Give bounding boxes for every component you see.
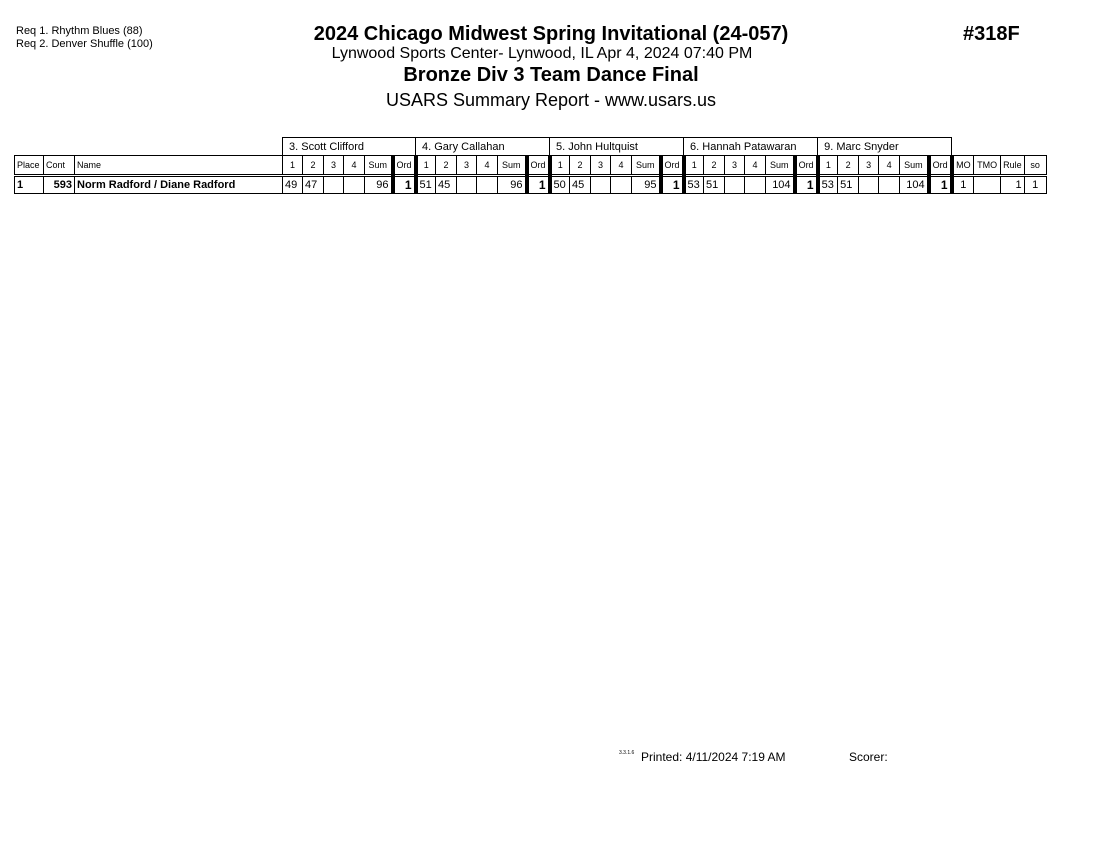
col-j2-sum: Sum <box>498 156 527 176</box>
col-j5-sum: Sum <box>900 156 929 176</box>
j5-score-1: 53 <box>818 176 838 194</box>
j3-score-3 <box>591 176 611 194</box>
col-j2-2: 2 <box>436 156 457 176</box>
j1-score-4 <box>344 176 365 194</box>
col-j2-4: 4 <box>477 156 498 176</box>
col-cont: Cont <box>44 156 75 176</box>
requirement-2: Req 2. Denver Shuffle (100) <box>16 38 153 50</box>
j3-sum: 95 <box>632 176 661 194</box>
column-header-row <box>15 156 1047 176</box>
col-j4-1: 1 <box>684 156 704 176</box>
j3-ord: 1 <box>661 176 684 194</box>
judge-name-1: 3. Scott Clifford <box>283 138 416 156</box>
judge-name-2: 4. Gary Callahan <box>416 138 550 156</box>
scorer-label: Scorer: <box>849 750 888 764</box>
col-j1-4: 4 <box>344 156 365 176</box>
judge-name-4: 6. Hannah Patawaran <box>684 138 818 156</box>
col-j5-2: 2 <box>838 156 859 176</box>
col-j3-1: 1 <box>550 156 570 176</box>
col-j4-sum: Sum <box>766 156 795 176</box>
competition-title: 2024 Chicago Midwest Spring Invitational (24-057) <box>313 23 789 45</box>
judge-name-5: 9. Marc Snyder <box>818 138 952 156</box>
col-name: Name <box>75 156 283 176</box>
venue-line: Lynwood Sports Center- Lynwood, IL Apr 4, 2024 07:40 PM <box>331 45 753 62</box>
col-j1-sum: Sum <box>365 156 393 176</box>
software-version: 3.3.1.6 <box>619 750 635 756</box>
j2-sum: 96 <box>498 176 527 194</box>
col-j1-1: 1 <box>283 156 303 176</box>
j5-score-3 <box>859 176 879 194</box>
j4-sum: 104 <box>766 176 795 194</box>
col-j5-1: 1 <box>818 156 838 176</box>
col-j2-ord: Ord <box>527 156 550 176</box>
judge-header-row <box>15 138 1047 156</box>
judge-name-3: 5. John Hultquist <box>550 138 684 156</box>
j5-ord: 1 <box>929 176 952 194</box>
j4-ord: 1 <box>795 176 818 194</box>
event-code: #318F <box>963 23 1020 45</box>
col-j4-ord: Ord <box>795 156 818 176</box>
col-place: Place <box>15 156 44 176</box>
cont-value: 593 <box>44 176 75 194</box>
col-j2-1: 1 <box>416 156 436 176</box>
requirement-1: Req 1. Rhythm Blues (88) <box>16 25 143 37</box>
j5-score-2: 51 <box>838 176 859 194</box>
j3-score-2: 45 <box>570 176 591 194</box>
col-j5-4: 4 <box>879 156 900 176</box>
j1-ord: 1 <box>393 176 416 194</box>
col-j3-3: 3 <box>591 156 611 176</box>
j5-sum: 104 <box>900 176 929 194</box>
col-j1-3: 3 <box>324 156 344 176</box>
table-row <box>15 176 1047 194</box>
col-j1-ord: Ord <box>393 156 416 176</box>
j1-score-1: 49 <box>283 176 303 194</box>
col-tmo: TMO <box>974 156 1001 176</box>
col-j5-ord: Ord <box>929 156 952 176</box>
col-j3-2: 2 <box>570 156 591 176</box>
j3-score-4 <box>611 176 632 194</box>
j2-score-3 <box>457 176 477 194</box>
report-title: USARS Summary Report - www.usars.us <box>385 90 717 110</box>
col-j2-3: 3 <box>457 156 477 176</box>
j2-score-2: 45 <box>436 176 457 194</box>
j1-score-2: 47 <box>303 176 324 194</box>
col-j1-2: 2 <box>303 156 324 176</box>
j4-score-1: 53 <box>684 176 704 194</box>
event-name: Bronze Div 3 Team Dance Final <box>403 64 699 86</box>
printed-timestamp: Printed: 4/11/2024 7:19 AM <box>641 750 786 764</box>
place-value: 1 <box>15 176 44 194</box>
mo-value: 1 <box>952 176 974 194</box>
col-j3-ord: Ord <box>661 156 684 176</box>
col-j4-2: 2 <box>704 156 725 176</box>
j1-score-3 <box>324 176 344 194</box>
col-j3-sum: Sum <box>632 156 661 176</box>
j5-score-4 <box>879 176 900 194</box>
col-j3-4: 4 <box>611 156 632 176</box>
j4-score-4 <box>745 176 766 194</box>
col-j4-3: 3 <box>725 156 745 176</box>
j4-score-3 <box>725 176 745 194</box>
col-mo: MO <box>952 156 974 176</box>
col-rule: Rule <box>1001 156 1025 176</box>
tmo-value <box>974 176 1001 194</box>
j4-score-2: 51 <box>704 176 725 194</box>
col-so: so <box>1024 156 1046 176</box>
skater-name: Norm Radford / Diane Radford <box>75 176 283 194</box>
so-value: 1 <box>1024 176 1046 194</box>
j2-score-4 <box>477 176 498 194</box>
col-j5-3: 3 <box>859 156 879 176</box>
j2-ord: 1 <box>527 176 550 194</box>
results-table <box>14 137 1047 194</box>
col-j4-4: 4 <box>745 156 766 176</box>
rule-value: 1 <box>1001 176 1025 194</box>
j3-score-1: 50 <box>550 176 570 194</box>
j1-sum: 96 <box>365 176 393 194</box>
j2-score-1: 51 <box>416 176 436 194</box>
